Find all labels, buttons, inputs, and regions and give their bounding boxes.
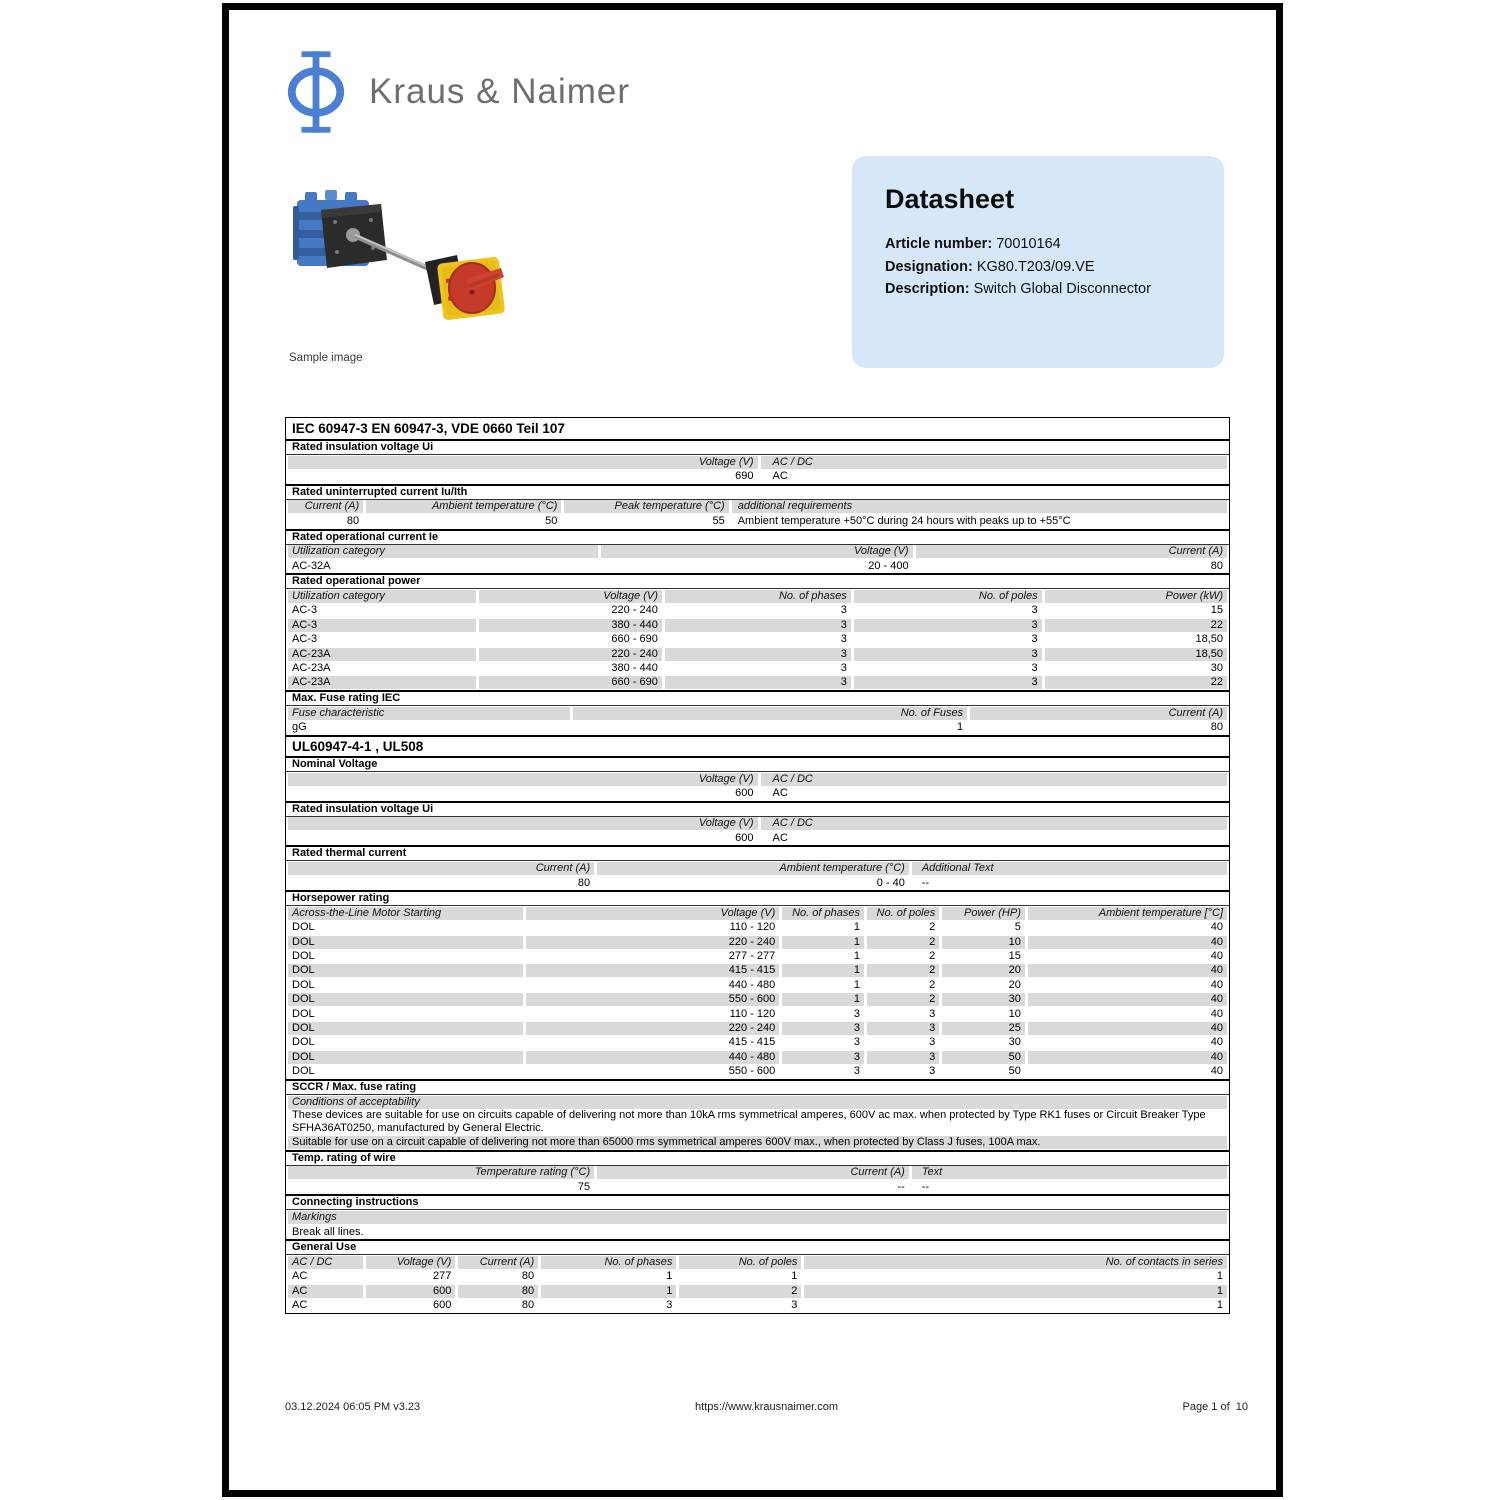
subsection-header-row (286, 756, 1229, 772)
cell: 30 (942, 993, 1025, 1006)
cell: 3 (853, 1007, 860, 1020)
cell: 600 (366, 1285, 455, 1298)
data-row (286, 1298, 1229, 1312)
subsection-header-row (286, 1239, 1229, 1255)
cell: 550 - 600 (526, 993, 780, 1006)
cell: 1 (541, 1285, 676, 1298)
description-label: Description: (885, 281, 970, 297)
cell: 1 (804, 1285, 1227, 1298)
cell: 600 (735, 786, 754, 799)
cell: 40 (1028, 964, 1227, 977)
cell: 1 (782, 993, 864, 1006)
article-number-line (885, 233, 1191, 256)
subsection-header-row (286, 845, 1229, 861)
cell: 40 (1210, 1065, 1223, 1078)
cell: Fuse characteristic (288, 707, 570, 720)
cell: 18,50 (1195, 633, 1223, 646)
cell: 3 (1031, 661, 1038, 674)
product-sample-image (285, 178, 510, 338)
document-page (222, 3, 1283, 1497)
cell: 3 (1031, 604, 1038, 617)
cell: 40 (1028, 1022, 1227, 1035)
cell: 22 (1045, 676, 1227, 689)
cell: Current (A) (970, 707, 1227, 720)
section-label: General Use (292, 1241, 357, 1254)
cell: No. of poles (867, 907, 939, 920)
cell: AC-23A (292, 661, 331, 674)
data-row (286, 876, 1229, 890)
cell: -- (921, 1180, 930, 1193)
column-header-row (286, 817, 1229, 831)
cell: 80 (521, 1299, 535, 1312)
cell: 220 - 240 (526, 1022, 780, 1035)
column-header-row (286, 455, 1229, 469)
cell: 3 (853, 1065, 860, 1078)
section-title-row (286, 735, 1229, 756)
section-label: IEC 60947-3 EN 60947-3, VDE 0660 Teil 107 (292, 421, 565, 436)
cell: 690 (735, 470, 754, 483)
phi-logo-icon (285, 50, 347, 134)
cell: 440 - 480 (526, 1051, 780, 1064)
data-row (286, 720, 1229, 734)
cell: No. of phases (541, 1256, 676, 1269)
page-footer (285, 1401, 1248, 1417)
cell: 2 (929, 978, 936, 991)
cell: 220 - 240 (479, 648, 662, 661)
cell: DOL (292, 921, 315, 934)
cell: 20 (942, 964, 1025, 977)
cell: Current (A) (288, 500, 363, 513)
cell: 30 (1008, 1036, 1021, 1049)
cell: Voltage (V) (288, 817, 758, 830)
spec-table (285, 417, 1230, 1314)
cell: -- (897, 1180, 905, 1193)
cell: 3 (665, 676, 851, 689)
cell: 50 (942, 1051, 1025, 1064)
data-row (286, 1065, 1229, 1079)
data-row (286, 559, 1229, 573)
cell: Peak temperature (°C) (564, 500, 728, 513)
subsection-header-row (286, 1194, 1229, 1210)
cell: 10 (1008, 1007, 1021, 1020)
subsection-header-row (286, 1079, 1229, 1095)
cell: Across-the-Line Motor Starting (288, 907, 523, 920)
column-header-row (286, 1095, 1229, 1109)
cell: Ambient temperature (°C) (597, 862, 909, 875)
cell: No. of phases (665, 590, 851, 603)
cell: Voltage (V) (366, 1256, 455, 1269)
cell: Text (912, 1166, 1227, 1179)
cell: 3 (840, 661, 847, 674)
cell: Additional Text (912, 862, 1227, 875)
subsection-header-row (286, 484, 1229, 500)
designation-label: Designation: (885, 258, 973, 275)
subsection-header-row (286, 573, 1229, 589)
cell: 10 (942, 936, 1025, 949)
cell: Voltage (V) (288, 456, 758, 469)
data-row (286, 1180, 1229, 1194)
data-row (286, 661, 1229, 675)
cell: 1 (1216, 1299, 1223, 1312)
data-row (286, 964, 1229, 978)
cell: AC (292, 1270, 308, 1283)
data-row (286, 1109, 1229, 1135)
cell: Voltage (V) (288, 773, 758, 786)
cell: 110 - 120 (729, 921, 776, 934)
cell: Utilization category (288, 545, 598, 558)
data-row (286, 786, 1229, 800)
cell: 220 - 240 (611, 604, 658, 617)
cell: AC-3 (292, 633, 318, 646)
cell: Utilization category (288, 590, 476, 603)
data-row (286, 1225, 1229, 1239)
cell: 3 (666, 1299, 673, 1312)
cell: Current (A) (597, 1166, 909, 1179)
cell: 40 (1028, 936, 1227, 949)
cell: AC / DC (761, 456, 1228, 469)
cell: AC-23A (288, 676, 476, 689)
cell: 80 (577, 876, 591, 889)
data-row (286, 1284, 1229, 1298)
cell: No. of poles (679, 1256, 801, 1269)
cell: 2 (867, 936, 939, 949)
cell: AC (772, 786, 788, 799)
article-number-label: Article number: (885, 236, 993, 252)
cell: 1 (853, 950, 860, 963)
cell: 380 - 440 (611, 661, 658, 674)
cell: Conditions of acceptability (288, 1096, 1227, 1109)
data-row (286, 949, 1229, 963)
section-label: Max. Fuse rating IEC (292, 692, 401, 705)
data-row (286, 618, 1229, 632)
section-label: Horsepower rating (292, 892, 390, 905)
cell: 75 (577, 1180, 591, 1193)
cell: 3 (929, 1065, 936, 1078)
data-row (286, 1021, 1229, 1035)
column-header-row (286, 906, 1229, 920)
cell: DOL (292, 1065, 315, 1078)
cell: Break all lines. (292, 1225, 364, 1238)
cell: 2 (929, 921, 936, 934)
cell: DOL (292, 978, 315, 991)
cell: 1 (791, 1270, 798, 1283)
section-label: Rated thermal current (292, 847, 407, 860)
cell: Suitable for use on a circuit capable of delivering not more than 65000 rms symmetrical amperes 600V max., when protected by Class J fuses, 100A max. (288, 1136, 1227, 1149)
cell: 15 (1008, 950, 1021, 963)
cell: 5 (1014, 921, 1021, 934)
cell: 277 (432, 1270, 452, 1283)
data-row (286, 647, 1229, 661)
subsection-header-row (286, 890, 1229, 906)
cell: 80 (1210, 721, 1223, 734)
brand-name: Kraus & Naimer (369, 72, 631, 111)
cell: DOL (288, 936, 523, 949)
footer-page-number: Page 1 of 10 (1182, 1401, 1248, 1413)
handle-assembly (425, 255, 505, 321)
data-row (286, 1270, 1229, 1284)
cell: These devices are suitable for use on circuits capable of delivering not more than 10kA rms symmetrical amperes, 600V ac max. when protected by Type RK1 fuses or Circuit Breaker Type SFHA36AT0250, manufactured by General Electric. (292, 1109, 1206, 1135)
subsection-header-row (286, 439, 1229, 455)
cell: Voltage (V) (479, 590, 662, 603)
cell: AC / DC (761, 773, 1228, 786)
cell: DOL (288, 993, 523, 1006)
cell: Ambient temperature +50°C during 24 hours with peaks up to +55°C (737, 514, 1071, 527)
cell: DOL (288, 1022, 523, 1035)
data-row (286, 831, 1229, 845)
column-header-row (286, 500, 1229, 514)
cell: 3 (854, 648, 1042, 661)
footer-timestamp: 03.12.2024 06:05 PM v3.23 (285, 1401, 421, 1413)
cell: 660 - 690 (479, 676, 662, 689)
cell: 3 (929, 1036, 936, 1049)
designation-value: KG80.T203/09.VE (976, 258, 1095, 275)
cell: 40 (1210, 950, 1223, 963)
cell: No. of Fuses (573, 707, 967, 720)
cell: Current (A) (288, 862, 594, 875)
cell: Power (HP) (942, 907, 1025, 920)
section-label: Rated operational current Ie (292, 530, 439, 543)
cell: 440 - 480 (728, 978, 776, 991)
cell: AC (772, 470, 788, 483)
cell: AC-23A (288, 648, 476, 661)
datasheet-info-box (852, 156, 1224, 368)
section-label: Connecting instructions (292, 1196, 419, 1209)
cell: 110 - 120 (729, 1007, 776, 1020)
cell: 18,50 (1045, 648, 1227, 661)
cell: 40 (1210, 1007, 1223, 1020)
cell: 80 (346, 514, 360, 527)
brand-logo (285, 50, 630, 134)
data-row (286, 514, 1229, 528)
cell: Ambient temperature [°C] (1028, 907, 1227, 920)
article-number-value: 70010164 (996, 236, 1061, 252)
section-label: UL60947-4-1 , UL508 (292, 738, 424, 754)
data-row (286, 921, 1229, 935)
cell: AC (772, 831, 788, 844)
column-header-row (286, 1210, 1229, 1224)
cell: Ambient temperature (°C) (366, 500, 561, 513)
cell: Voltage (V) (601, 545, 913, 558)
cell: 3 (854, 619, 1042, 632)
cell: 80 (521, 1270, 535, 1283)
section-label: Rated operational power (292, 575, 421, 588)
cell: Temperature rating (°C) (288, 1166, 594, 1179)
cell: AC / DC (288, 1256, 363, 1269)
footer-url[interactable]: https://www.krausnaimer.com (694, 1401, 839, 1413)
cell: 3 (840, 633, 847, 646)
cell: 600 (735, 831, 754, 844)
cell: 1 (666, 1270, 673, 1283)
description-value: Switch Global Disconnector (973, 281, 1151, 297)
cell: 80 (458, 1285, 538, 1298)
cell: AC (292, 1299, 308, 1312)
cell: Current (A) (916, 545, 1227, 558)
cell: 40 (1028, 993, 1227, 1006)
cell: 3 (665, 619, 851, 632)
column-header-row (286, 545, 1229, 559)
cell: 20 - 400 (868, 559, 909, 572)
data-row (286, 1007, 1229, 1021)
cell: 1 (782, 964, 864, 977)
cell: 3 (665, 648, 851, 661)
cell: 415 - 415 (526, 964, 780, 977)
cell: 415 - 415 (728, 1036, 776, 1049)
cell: 220 - 240 (526, 936, 780, 949)
description-line (885, 278, 1191, 301)
cell: 20 (1008, 978, 1021, 991)
data-row (286, 935, 1229, 949)
cell: AC-32A (292, 559, 331, 572)
column-header-row (286, 1166, 1229, 1180)
cell: 277 - 277 (728, 950, 776, 963)
cell: 30 (1210, 661, 1223, 674)
cell: DOL (288, 964, 523, 977)
cell: 1 (956, 721, 964, 734)
cell: 50 (545, 514, 558, 527)
cell: 40 (1210, 921, 1223, 934)
cell: DOL (292, 1036, 315, 1049)
cell: 40 (1210, 978, 1223, 991)
cell: 3 (791, 1299, 798, 1312)
cell: No. of contacts in series (804, 1256, 1227, 1269)
cell: DOL (292, 1007, 315, 1020)
switch-body (293, 190, 387, 268)
cell: Power (kW) (1045, 590, 1227, 603)
cell: -- (921, 876, 930, 889)
cell: 40 (1210, 1036, 1223, 1049)
section-label: Rated insulation voltage Ui (292, 802, 434, 815)
cell: 40 (1028, 1051, 1227, 1064)
cell: 3 (867, 1051, 939, 1064)
data-row (286, 676, 1229, 690)
cell: 2 (679, 1285, 801, 1298)
designation-line (885, 256, 1191, 279)
subsection-header-row (286, 801, 1229, 817)
subsection-header-row (286, 690, 1229, 706)
cell: 3 (1031, 633, 1038, 646)
cell: 25 (942, 1022, 1025, 1035)
cell: AC-3 (292, 604, 318, 617)
cell: 2 (867, 993, 939, 1006)
section-label: Rated uninterrupted current Iu/Ith (292, 485, 468, 498)
cell: DOL (288, 1051, 523, 1064)
cell: gG (292, 721, 307, 734)
cell: Current (A) (458, 1256, 538, 1269)
cell: 2 (929, 950, 936, 963)
cell: 55 (712, 514, 725, 527)
sample-image-caption: Sample image (289, 352, 363, 364)
cell: 3 (854, 676, 1042, 689)
data-row (286, 469, 1229, 483)
column-header-row (286, 772, 1229, 786)
cell: 22 (1045, 619, 1227, 632)
column-header-row (286, 589, 1229, 603)
cell: 1 (853, 978, 860, 991)
column-header-row (286, 1255, 1229, 1269)
cell: 1 (1216, 1270, 1223, 1283)
cell: No. of phases (782, 907, 864, 920)
cell: AC-3 (288, 619, 476, 632)
datasheet-title: Datasheet (885, 184, 1015, 214)
cell: 660 - 690 (611, 633, 658, 646)
data-row (286, 978, 1229, 992)
data-row (286, 1050, 1229, 1064)
data-row (286, 1036, 1229, 1050)
data-row (286, 604, 1229, 618)
cell: 15 (1210, 604, 1223, 617)
section-title-row (286, 418, 1229, 439)
section-label: Nominal Voltage (292, 757, 378, 770)
cell: DOL (292, 950, 315, 963)
cell: 600 (432, 1299, 452, 1312)
subsection-header-row (286, 1150, 1229, 1166)
cell: 3 (840, 604, 847, 617)
cell: 0 - 40 (876, 876, 905, 889)
cell: AC (288, 1285, 363, 1298)
cell: 3 (782, 1051, 864, 1064)
cell: No. of poles (854, 590, 1042, 603)
data-row (286, 993, 1229, 1007)
cell: Voltage (V) (526, 907, 780, 920)
cell: 1 (853, 921, 860, 934)
data-row (286, 1135, 1229, 1149)
cell: AC / DC (761, 817, 1228, 830)
cell: 3 (867, 1022, 939, 1035)
cell: 3 (782, 1022, 864, 1035)
cell: additional requirements (732, 500, 1227, 513)
cell: 380 - 440 (479, 619, 662, 632)
column-header-row (286, 861, 1229, 875)
cell: 50 (1008, 1065, 1021, 1078)
cell: 2 (867, 964, 939, 977)
section-label: SCCR / Max. fuse rating (292, 1080, 417, 1093)
section-label: Rated insulation voltage Ui (292, 441, 434, 453)
cell: 550 - 600 (728, 1065, 776, 1078)
subsection-header-row (286, 529, 1229, 545)
section-label: Temp. rating of wire (292, 1151, 396, 1164)
column-header-row (286, 706, 1229, 720)
cell: 1 (782, 936, 864, 949)
cell: 3 (929, 1007, 936, 1020)
cell: 3 (853, 1036, 860, 1049)
cell: 80 (1210, 559, 1223, 572)
cell: Markings (288, 1211, 1227, 1224)
data-row (286, 633, 1229, 647)
